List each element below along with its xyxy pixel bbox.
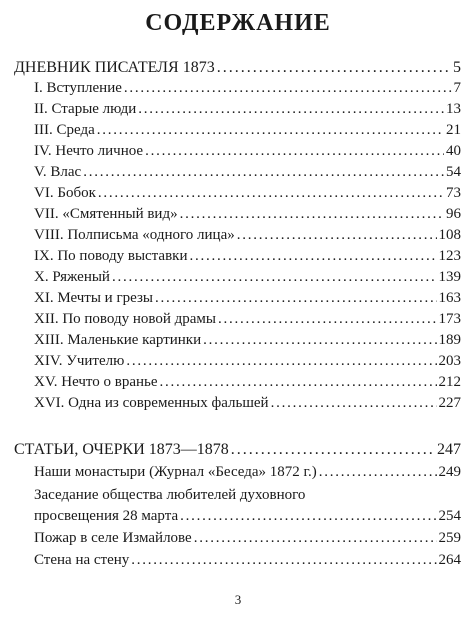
dot-leader — [112, 268, 437, 287]
toc-entry — [34, 529, 461, 548]
toc-entry-page: 21 — [446, 122, 461, 138]
toc-entry-title: VIII. Полписьма «одного лица» — [34, 227, 235, 243]
dot-leader — [217, 58, 451, 77]
toc-entry — [34, 184, 461, 203]
toc-entry-page: 13 — [446, 101, 461, 117]
toc-entry — [34, 289, 461, 308]
toc-entry-page: 96 — [446, 206, 461, 222]
toc-entry — [34, 331, 461, 350]
toc-entry-title: IX. По поводу выставки — [34, 248, 188, 264]
dot-leader — [138, 100, 444, 119]
toc-entry-page: 254 — [438, 508, 461, 524]
toc-entry — [34, 163, 461, 182]
dot-leader — [97, 121, 444, 140]
toc-entry-page: 40 — [446, 143, 461, 159]
toc-entry-title: XIII. Маленькие картинки — [34, 332, 202, 348]
toc-entry — [34, 100, 461, 119]
dot-leader — [98, 184, 444, 203]
toc-entry-page: 173 — [438, 311, 461, 327]
toc-entry-page: 73 — [446, 185, 461, 201]
dot-leader — [124, 79, 452, 98]
toc-entry-title: XIV. Учителю — [34, 353, 125, 369]
toc-entry-page: 7 — [453, 80, 461, 96]
toc-entry-title: VII. «Смятенный вид» — [34, 206, 178, 222]
toc-section-diary — [14, 58, 461, 77]
dot-leader — [319, 463, 437, 482]
toc-entry-page: 108 — [438, 227, 461, 243]
dot-leader — [218, 310, 436, 329]
toc-entry-title: X. Ряженый — [34, 269, 110, 285]
toc-section-page: 5 — [453, 59, 461, 76]
dot-leader — [131, 551, 436, 570]
toc-entry-page: 54 — [446, 164, 461, 180]
dot-leader — [203, 331, 436, 350]
toc-section-title: ДНЕВНИК ПИСАТЕЛЯ 1873 — [14, 59, 215, 76]
toc-entry-page: 249 — [438, 464, 461, 480]
toc-entry — [34, 247, 461, 266]
toc-entry-title-line1: Заседание общества любителей духовного — [34, 487, 306, 503]
toc-entry — [34, 79, 461, 98]
toc-entry — [34, 352, 461, 371]
toc-entry — [34, 142, 461, 161]
dot-leader — [231, 440, 435, 459]
dot-leader — [126, 352, 436, 371]
toc-entry-title: I. Вступление — [34, 80, 122, 96]
toc-entry-page: 227 — [438, 395, 461, 411]
toc-entry-title: Стена на стену — [34, 552, 130, 568]
toc-entry — [34, 226, 461, 245]
dot-leader — [180, 507, 436, 526]
toc-entry-page: 259 — [438, 530, 461, 546]
toc-entry — [34, 205, 461, 224]
toc-entry — [34, 310, 461, 329]
dot-leader — [83, 163, 444, 182]
toc-entry-page: 212 — [438, 374, 461, 390]
toc-entry-title: XVI. Одна из современных фальшей — [34, 395, 269, 411]
toc-section-page: 247 — [437, 441, 461, 458]
toc-entry — [34, 268, 461, 287]
dot-leader — [160, 373, 437, 392]
dot-leader — [189, 247, 436, 266]
dot-leader — [155, 289, 437, 308]
page-title: СОДЕРЖАНИЕ — [145, 10, 331, 36]
toc-entry-page: 163 — [438, 290, 461, 306]
toc-entry — [34, 394, 461, 413]
toc-section-title: СТАТЬИ, ОЧЕРКИ 1873—1878 — [14, 441, 229, 458]
toc-entry-title: Пожар в селе Измайлове — [34, 530, 192, 546]
toc-entry-title: IV. Нечто личное — [34, 143, 144, 159]
toc-entry-title: VI. Бобок — [34, 185, 96, 201]
toc-entry — [34, 373, 461, 392]
toc-entry-page: 139 — [438, 269, 461, 285]
toc-entry — [34, 121, 461, 140]
dot-leader — [180, 205, 444, 224]
page-number: 3 — [234, 592, 242, 607]
toc-entry — [34, 551, 461, 570]
toc-entry-page: 264 — [438, 552, 461, 568]
toc-entry-title: XV. Нечто о вранье — [34, 374, 158, 390]
toc-entry — [34, 507, 461, 526]
toc-entry-page: 203 — [438, 353, 461, 369]
toc-entry — [34, 463, 461, 482]
toc-section-articles — [14, 440, 461, 459]
toc-entry-title: III. Среда — [34, 122, 95, 138]
toc-entry-title: XII. По поводу новой драмы — [34, 311, 217, 327]
dot-leader — [194, 529, 437, 548]
toc-entry-title: Наши монастыри (Журнал «Беседа» 1872 г.) — [34, 464, 317, 480]
toc-entry-page: 123 — [438, 248, 461, 264]
toc-entry-page: 189 — [438, 332, 461, 348]
dot-leader — [237, 226, 437, 245]
toc-entry-title: просвещения 28 марта — [34, 508, 179, 524]
toc-entry-title: XI. Мечты и грезы — [34, 290, 153, 306]
dot-leader — [271, 394, 437, 413]
dot-leader — [145, 142, 444, 161]
toc-entry-title: V. Влас — [34, 164, 82, 180]
toc-entry-title: II. Старые люди — [34, 101, 137, 117]
